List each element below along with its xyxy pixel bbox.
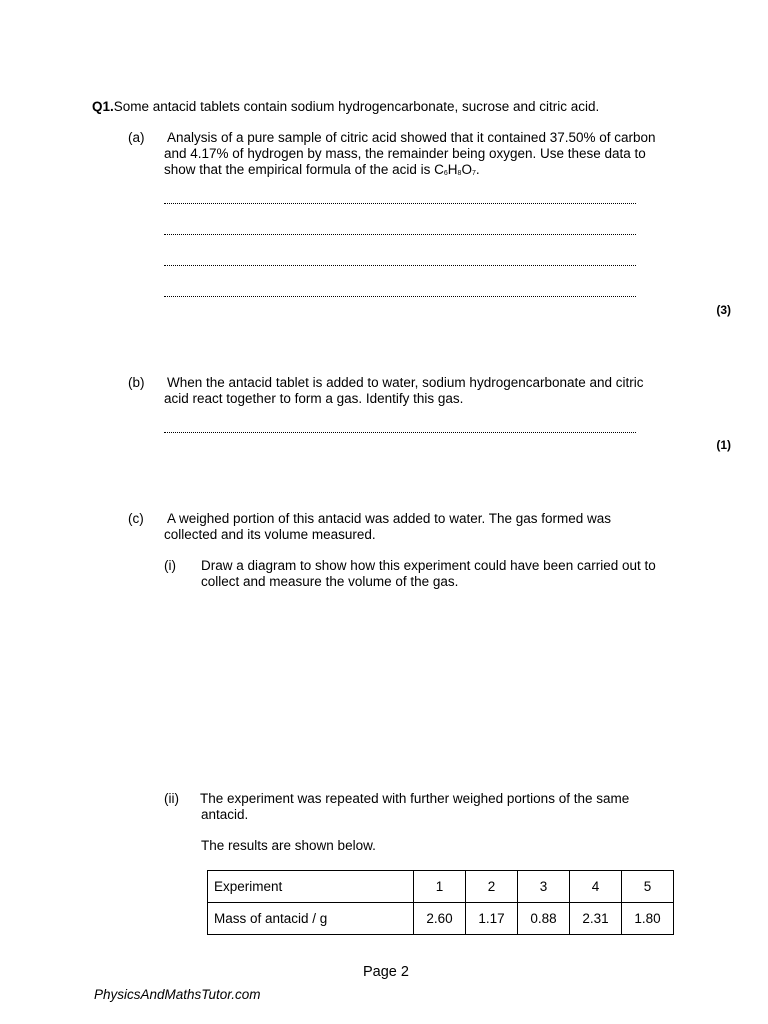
formula-h: H — [447, 162, 458, 177]
part-b-marks: (1) — [716, 438, 731, 452]
mass-value: 2.31 — [570, 903, 622, 935]
question-number: Q1. — [92, 99, 114, 114]
part-c-i-line-1: Draw a diagram to show how this experiment could have been carried out to — [201, 558, 656, 573]
experiment-number: 2 — [466, 871, 518, 903]
part-b-label: (b) — [128, 375, 145, 390]
part-a-text — [164, 130, 704, 181]
question-intro-text: Some antacid tablets contain sodium hydrogencarbonate, sucrose and citric acid. — [113, 99, 600, 114]
part-a-line-2: and 4.17% of hydrogen by mass, the remainder being oxygen. Use these data to — [164, 146, 646, 161]
part-c-ii-text — [200, 791, 720, 823]
part-a-line-3-end: . — [475, 162, 480, 177]
part-a-line-3-text: show that the empirical formula of the acid is C — [164, 162, 444, 177]
mass-value: 2.60 — [414, 903, 466, 935]
part-c-text — [164, 511, 704, 543]
part-a-label: (a) — [128, 130, 145, 145]
experiment-number: 3 — [518, 871, 570, 903]
formula-h-subscript: 8 — [457, 170, 462, 177]
formula-c-subscript: 6 — [443, 170, 448, 177]
results-table — [207, 870, 674, 935]
experiment-number: 4 — [570, 871, 622, 903]
table-header-mass: Mass of antacid / g — [208, 903, 414, 935]
part-c-i-text — [201, 558, 721, 590]
answer-line-a-4[interactable] — [164, 296, 636, 297]
question-intro — [92, 99, 599, 115]
part-b-line-2: acid react together to form a gas. Identify this gas. — [164, 391, 464, 406]
part-c-i-line-2: collect and measure the volume of the gas. — [201, 574, 459, 589]
part-c-label: (c) — [128, 511, 144, 526]
mass-value: 0.88 — [518, 903, 570, 935]
table-row-mass — [208, 903, 674, 935]
answer-line-b-1[interactable] — [164, 432, 636, 433]
formula-o-subscript: 7 — [471, 170, 476, 177]
part-c-line-2: collected and its volume measured. — [164, 527, 376, 542]
part-c-ii-line-2: antacid. — [201, 807, 249, 822]
site-footer: PhysicsAndMathsTutor.com — [94, 987, 261, 1002]
part-c-ii-label: (ii) — [164, 791, 179, 806]
part-a-line-1: Analysis of a pure sample of citric acid showed that it contained 37.50% of carbon — [167, 130, 656, 145]
part-b-text — [164, 375, 704, 407]
mass-value: 1.80 — [622, 903, 674, 935]
part-b-line-1: When the antacid tablet is added to water, sodium hydrogencarbonate and citric — [167, 375, 644, 390]
page-number: Page 2 — [363, 964, 409, 980]
formula-o: O — [461, 162, 472, 177]
results-intro: The results are shown below. — [201, 838, 376, 853]
table-header-experiment: Experiment — [208, 871, 414, 903]
experiment-number: 5 — [622, 871, 674, 903]
part-c-ii-line-1: The experiment was repeated with further weighed portions of the same — [200, 791, 630, 806]
answer-line-a-3[interactable] — [164, 265, 636, 266]
diagram-answer-space[interactable] — [164, 600, 704, 780]
part-c-line-1: A weighed portion of this antacid was added to water. The gas formed was — [167, 511, 612, 526]
experiment-number: 1 — [414, 871, 466, 903]
part-a-marks: (3) — [716, 303, 731, 317]
answer-line-a-2[interactable] — [164, 234, 636, 235]
table-row-experiment — [208, 871, 674, 903]
mass-value: 1.17 — [466, 903, 518, 935]
answer-line-a-1[interactable] — [164, 203, 636, 204]
part-c-i-label: (i) — [164, 558, 176, 573]
part-a-line-3 — [164, 162, 704, 181]
